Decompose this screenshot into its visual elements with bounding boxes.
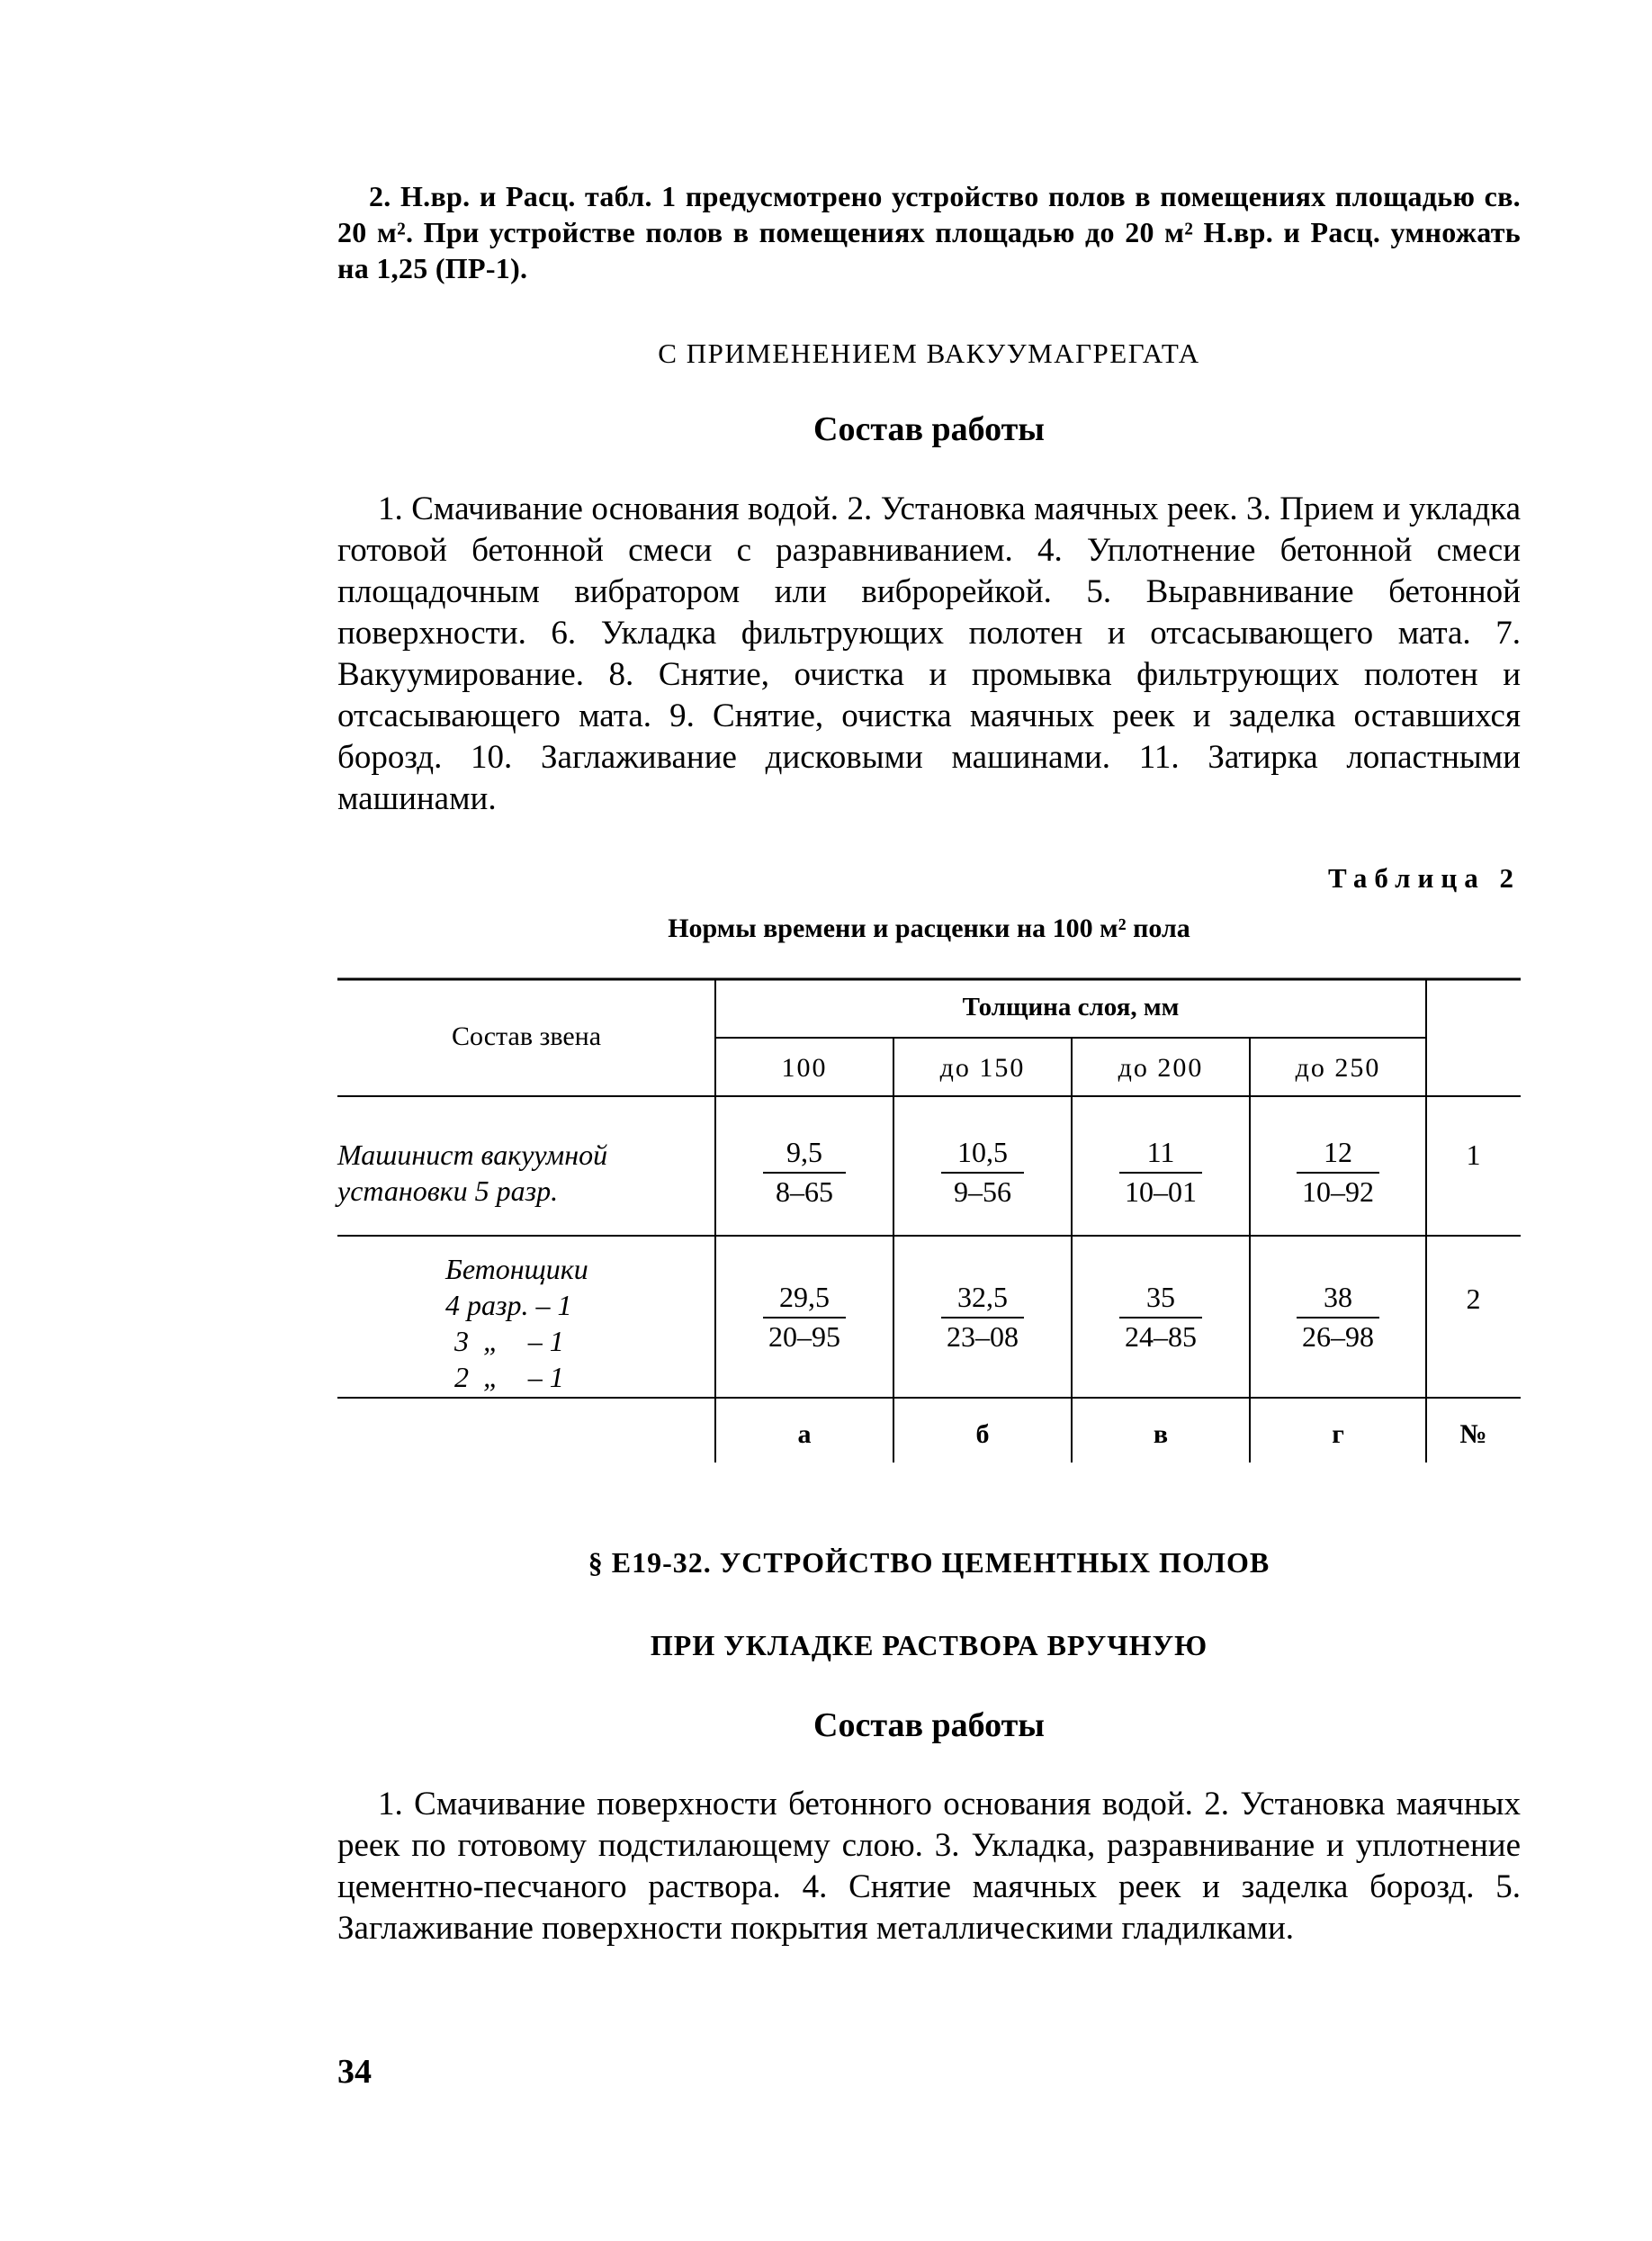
row2-crew-line4: 2 „ – 1 [454, 1361, 564, 1393]
row2-number: 2 [1466, 1282, 1481, 1315]
norm-value: 32,5 [957, 1281, 1008, 1313]
footer-number-sign: № [1459, 1419, 1487, 1449]
norm-value: 29,5 [779, 1281, 830, 1313]
row1-value-c [1072, 1136, 1250, 1208]
row2-crew-line2: 4 разр. – 1 [445, 1289, 572, 1321]
row1-value-b [893, 1136, 1072, 1208]
row1-crew-line1: Машинист вакуумной [337, 1138, 608, 1171]
rate-value: 23–08 [947, 1320, 1019, 1353]
table-title: Нормы времени и расценки на 100 м² пола [668, 914, 1190, 943]
rate-value: 24–85 [1125, 1320, 1197, 1353]
section-heading-vacuum: С ПРИМЕНЕНИЕМ ВАКУУМАГРЕГАТА [658, 338, 1200, 369]
rate-value: 10–92 [1302, 1175, 1374, 1208]
header-col-150: до 150 [939, 1053, 1026, 1083]
work-composition-text-2: 1. Смачивание поверхности бетонного основания водой. 2. Установка маячных реек по готовому подстилающему слою. 3. Укладка, разравнивание и уплотнение цементно-песчаного раствора. 4. Снятие маячных реек и заделка борозд. 5. Заглаживание поверхности покрытия металлическими гладилками. [337, 1786, 1521, 1947]
norm-value: 35 [1146, 1281, 1175, 1313]
rate-value: 20–95 [768, 1320, 840, 1353]
section-heading-e19-32: § Е19-32. УСТРОЙСТВО ЦЕМЕНТНЫХ ПОЛОВ [588, 1546, 1270, 1579]
header-col-200: до 200 [1118, 1053, 1204, 1083]
norm-value: 38 [1324, 1281, 1352, 1313]
rate-value: 9–56 [954, 1175, 1011, 1208]
header-col-100: 100 [781, 1053, 828, 1083]
header-col-250: до 250 [1295, 1053, 1381, 1083]
row1-number: 1 [1466, 1138, 1481, 1171]
norm-value: 10,5 [957, 1136, 1008, 1168]
row1-crew-line2: установки 5 разр. [337, 1174, 559, 1207]
header-thickness-group: Толщина слоя, мм [962, 993, 1180, 1022]
rate-value: 8–65 [776, 1175, 833, 1208]
norm-value: 11 [1146, 1136, 1175, 1168]
page-number: 34 [337, 2053, 372, 2091]
footer-letter-b: б [975, 1419, 990, 1449]
row2-crew-line3: 3 „ – 1 [454, 1325, 564, 1357]
row2-value-b [893, 1281, 1072, 1353]
section-subheading-manual: ПРИ УКЛАДКЕ РАСТВОРА ВРУЧНУЮ [650, 1629, 1208, 1661]
rate-value: 10–01 [1125, 1175, 1197, 1208]
norm-value: 12 [1324, 1136, 1352, 1168]
work-composition-text: 1. Смачивание основания водой. 2. Установка маячных реек. 3. Прием и укладка готовой бетонной смеси с разравниванием. 4. Уплотнение бетонной смеси площадочным вибратором или виброрейкой. 5. Выравнивание бетонной поверхности. 6. Укладка фильтрующих полотен и отсасывающего мата. 7. Вакуумирование. 8. Снятие, очистка и промывка фильтрующих полотен и отсасывающего мата. 9. Снятие, очистка маячных реек и заделка оставшихся борозд. 10. Заглаживание дисковыми машинами. 11. Затирка лопастными машинами. [337, 490, 1521, 817]
row2-value-a [715, 1281, 893, 1353]
note-paragraph: 2. Н.вр. и Расц. табл. 1 предусмотрено устройство полов в помещениях площадью св. 20 м². При устройстве полов в помещениях площадью до 20 м² Н.вр. и Расц. умножать на 1,25 (ПР-1). [337, 180, 1521, 284]
norm-value: 9,5 [786, 1136, 822, 1168]
header-crew: Состав звена [451, 1022, 602, 1051]
footer-letter-d: г [1332, 1419, 1344, 1449]
row2-value-d [1250, 1281, 1426, 1353]
row1-value-a [715, 1136, 893, 1208]
rate-value: 26–98 [1302, 1320, 1374, 1353]
work-composition-title-2: Состав работы [813, 1706, 1045, 1744]
row2-crew-line1: Бетонщики [445, 1253, 588, 1285]
footer-letter-c: в [1153, 1419, 1169, 1449]
table-label: Таблица 2 [1328, 862, 1521, 894]
footer-letter-a: а [797, 1419, 812, 1449]
row1-value-d [1250, 1136, 1426, 1208]
row2-value-c [1072, 1281, 1250, 1353]
work-composition-title: Состав работы [813, 410, 1045, 448]
